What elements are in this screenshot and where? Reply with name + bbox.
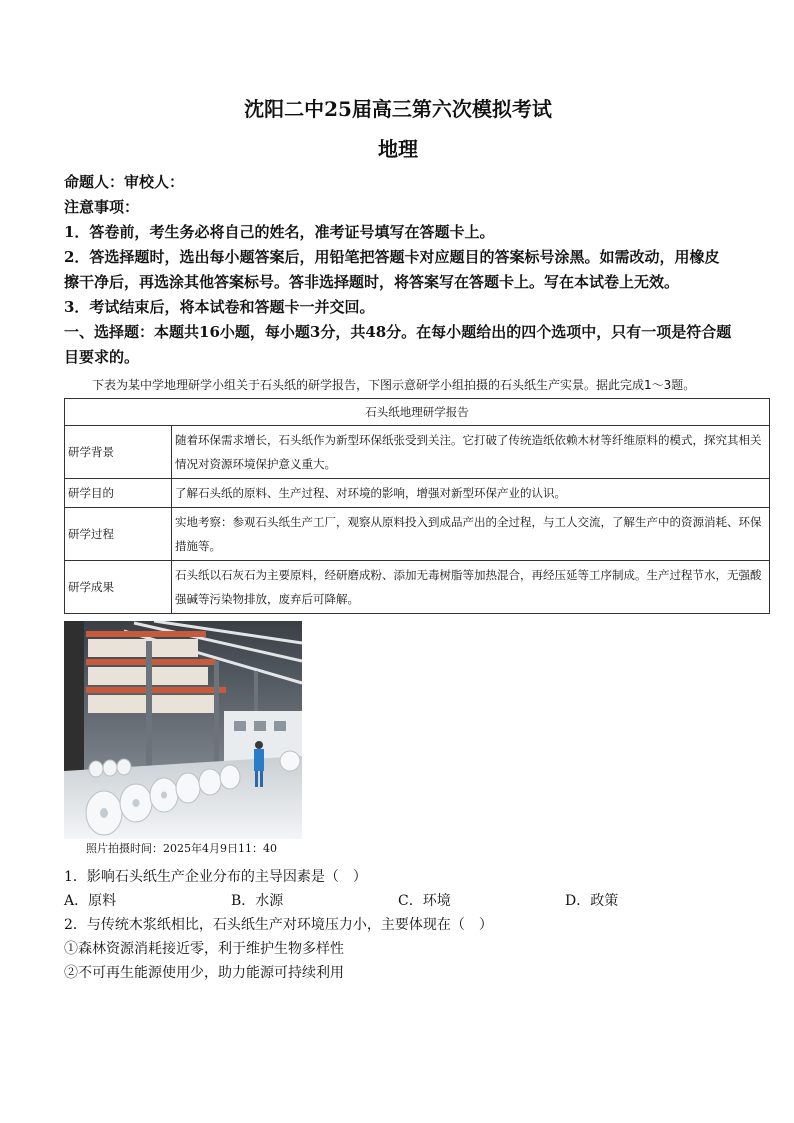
option-a: A．原料: [64, 893, 117, 909]
material-intro: 下表为某中学地理研学小组关于石头纸的研学报告，下图示意研学小组拍摄的石头纸生产实景。据此完成1～3题。: [92, 378, 696, 392]
exam-subject: 地理: [378, 137, 418, 161]
photo-caption: 照片拍摄时间：2025年4月9日11：40: [86, 842, 277, 855]
section-heading: 一、选择题：本题共16小题，每小题3分，共48分。在每小题给出的四个选项中，只有一项是符合题目要求的。: [64, 323, 732, 366]
row-label: 研学目的: [65, 479, 172, 508]
option-b: B．水源: [231, 893, 284, 909]
question-1-options: [64, 889, 732, 913]
note-1: 1．答卷前，考生务必将自己的姓名，准考证号填写在答题卡上。: [64, 223, 495, 241]
row-content: 随着环保需求增长，石头纸作为新型环保纸张受到关注。它打破了传统造纸依赖木材等纤维原料的模式，探究其相关情况对资源环境保护意义重大。: [172, 426, 770, 479]
row-content: 实地考察：参观石头纸生产工厂，观察从原料投入到成品产出的全过程，与工人交流，了解生产中的资源消耗、环保措施等。: [172, 508, 770, 561]
row-content: 石头纸以石灰石为主要原料，经研磨成粉、添加无毒树脂等加热混合，再经压延等工序制成。生产过程节水，无强酸强碱等污染物排放，废弃后可降解。: [172, 561, 770, 614]
question-2-stem: 2．与传统木浆纸相比，石头纸生产对环境压力小，主要体现在（ ）: [64, 917, 493, 933]
factory-photo: [64, 621, 302, 839]
row-label: 研学成果: [65, 561, 172, 614]
question-1-stem: 1．影响石头纸生产企业分布的主导因素是（ ）: [64, 869, 367, 885]
table-row: [65, 508, 770, 561]
exam-title: 沈阳二中25届高三第六次模拟考试: [244, 97, 552, 121]
question-2-item-2: ②不可再生能源使用少，助力能源可持续利用: [64, 965, 344, 981]
table-row: [65, 479, 770, 508]
row-label: 研学过程: [65, 508, 172, 561]
row-content: 了解石头纸的原料、生产过程、对环境的影响，增强对新型环保产业的认识。: [172, 479, 770, 508]
table-row: [65, 426, 770, 479]
option-d: D．政策: [565, 893, 619, 909]
question-2-item-1: ①森林资源消耗接近零，利于维护生物多样性: [64, 941, 344, 957]
option-c: C．环境: [398, 893, 451, 909]
note-3: 3．考试结束后，将本试卷和答题卡一并交回。: [64, 298, 375, 316]
report-table-title: 石头纸地理研学报告: [65, 399, 770, 426]
authors-line: 命题人：审校人：: [64, 173, 185, 191]
report-table: [64, 398, 770, 614]
row-label: 研学背景: [65, 426, 172, 479]
factory-photo-illustration: [64, 621, 302, 839]
note-2: 2．答选择题时，选出每小题答案后，用铅笔把答题卡对应题目的答案标号涂黑。如需改动，用橡皮擦干净后，再选涂其他答案标号。答非选择题时，将答案写在答题卡上。写在本试卷上无效。: [64, 248, 720, 291]
table-row: [65, 561, 770, 614]
notes-title: 注意事项：: [64, 198, 140, 216]
